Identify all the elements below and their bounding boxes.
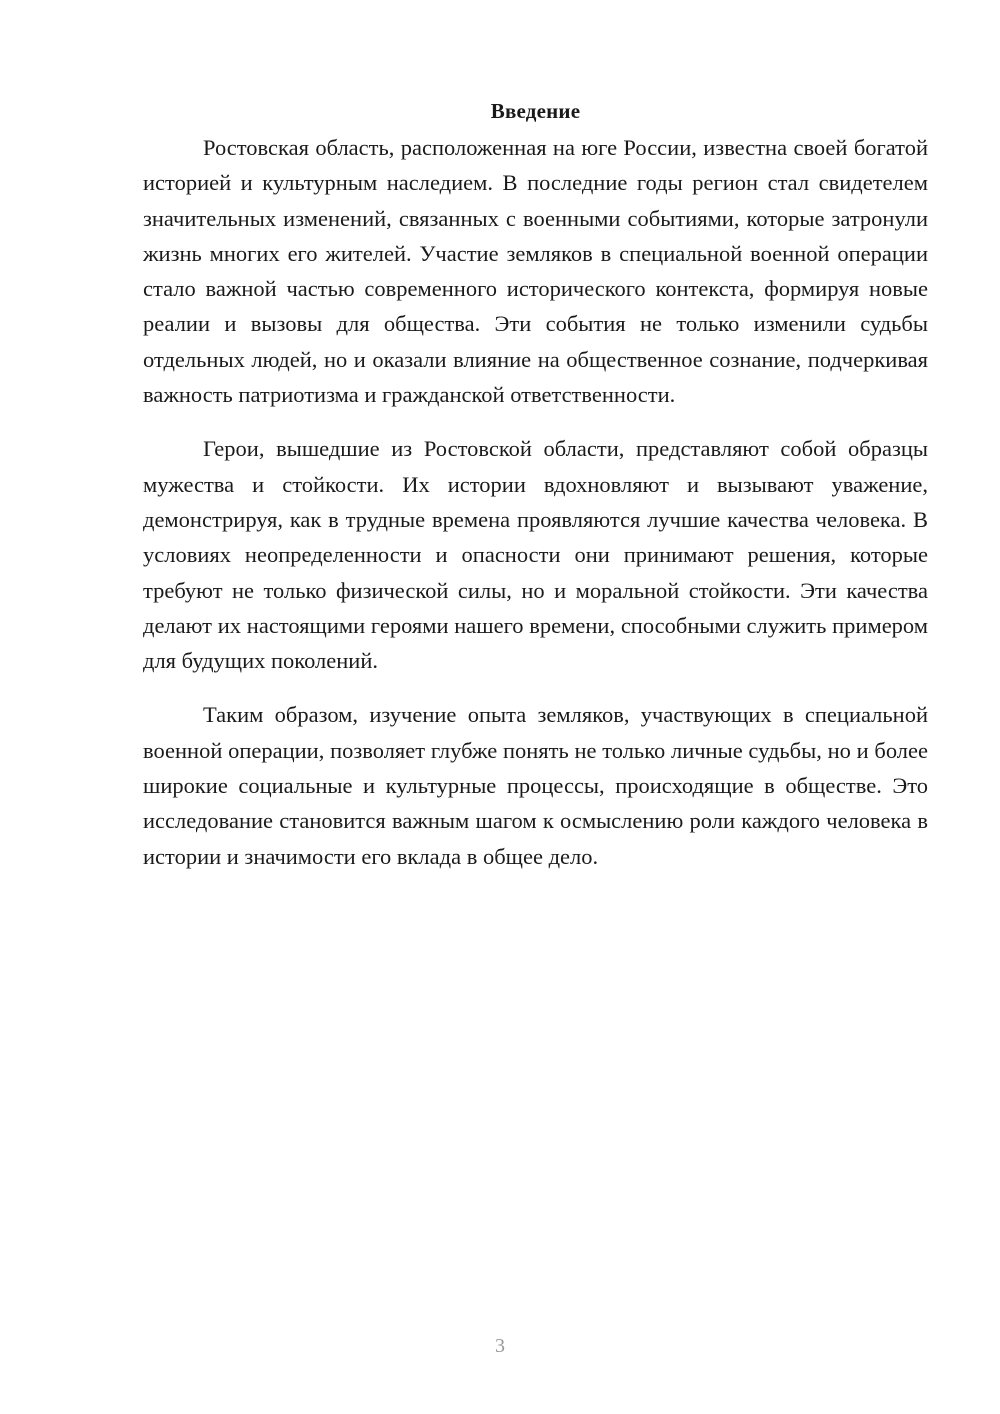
section-heading: Введение bbox=[490, 99, 581, 123]
document-body bbox=[143, 96, 928, 893]
paragraph: Таким образом, изучение опыта земляков, участвующих в специальной военной операции, позволяет глубже понять не только личные судьбы, но и более широкие социальные и культурные процессы, происходящие в обществе. Это исследование становится важным шагом к осмыслению роли каждого человека в истории и значимости его вклада в общее дело. bbox=[143, 702, 928, 869]
paragraph: Герои, вышедшие из Ростовской области, представляют собой образцы мужества и стойкости. Их истории вдохновляют и вызывают уважение, демонстрируя, как в трудные времена проявляются лучшие качества человека. В условиях неопределенности и опасности они принимают решения, которые требуют не только физической силы, но и моральной стойкости. Эти качества делают их настоящими героями нашего времени, способными служить примером для будущих поколений. bbox=[143, 436, 928, 674]
paragraph: Ростовская область, расположенная на юге России, известна своей богатой историей и культурным наследием. В последние годы регион стал свидетелем значительных изменений, связанных с военными событиями, которые затронули жизнь многих его жителей. Участие земляков в специальной военной операции стало важной частью современного исторического контекста, формируя новые реалии и вызовы для общества. Эти события не только изменили судьбы отдельных людей, но и оказали влияние на общественное сознание, подчеркивая важность патриотизма и гражданской ответственности. bbox=[143, 135, 928, 408]
page-number: 3 bbox=[495, 1335, 505, 1357]
